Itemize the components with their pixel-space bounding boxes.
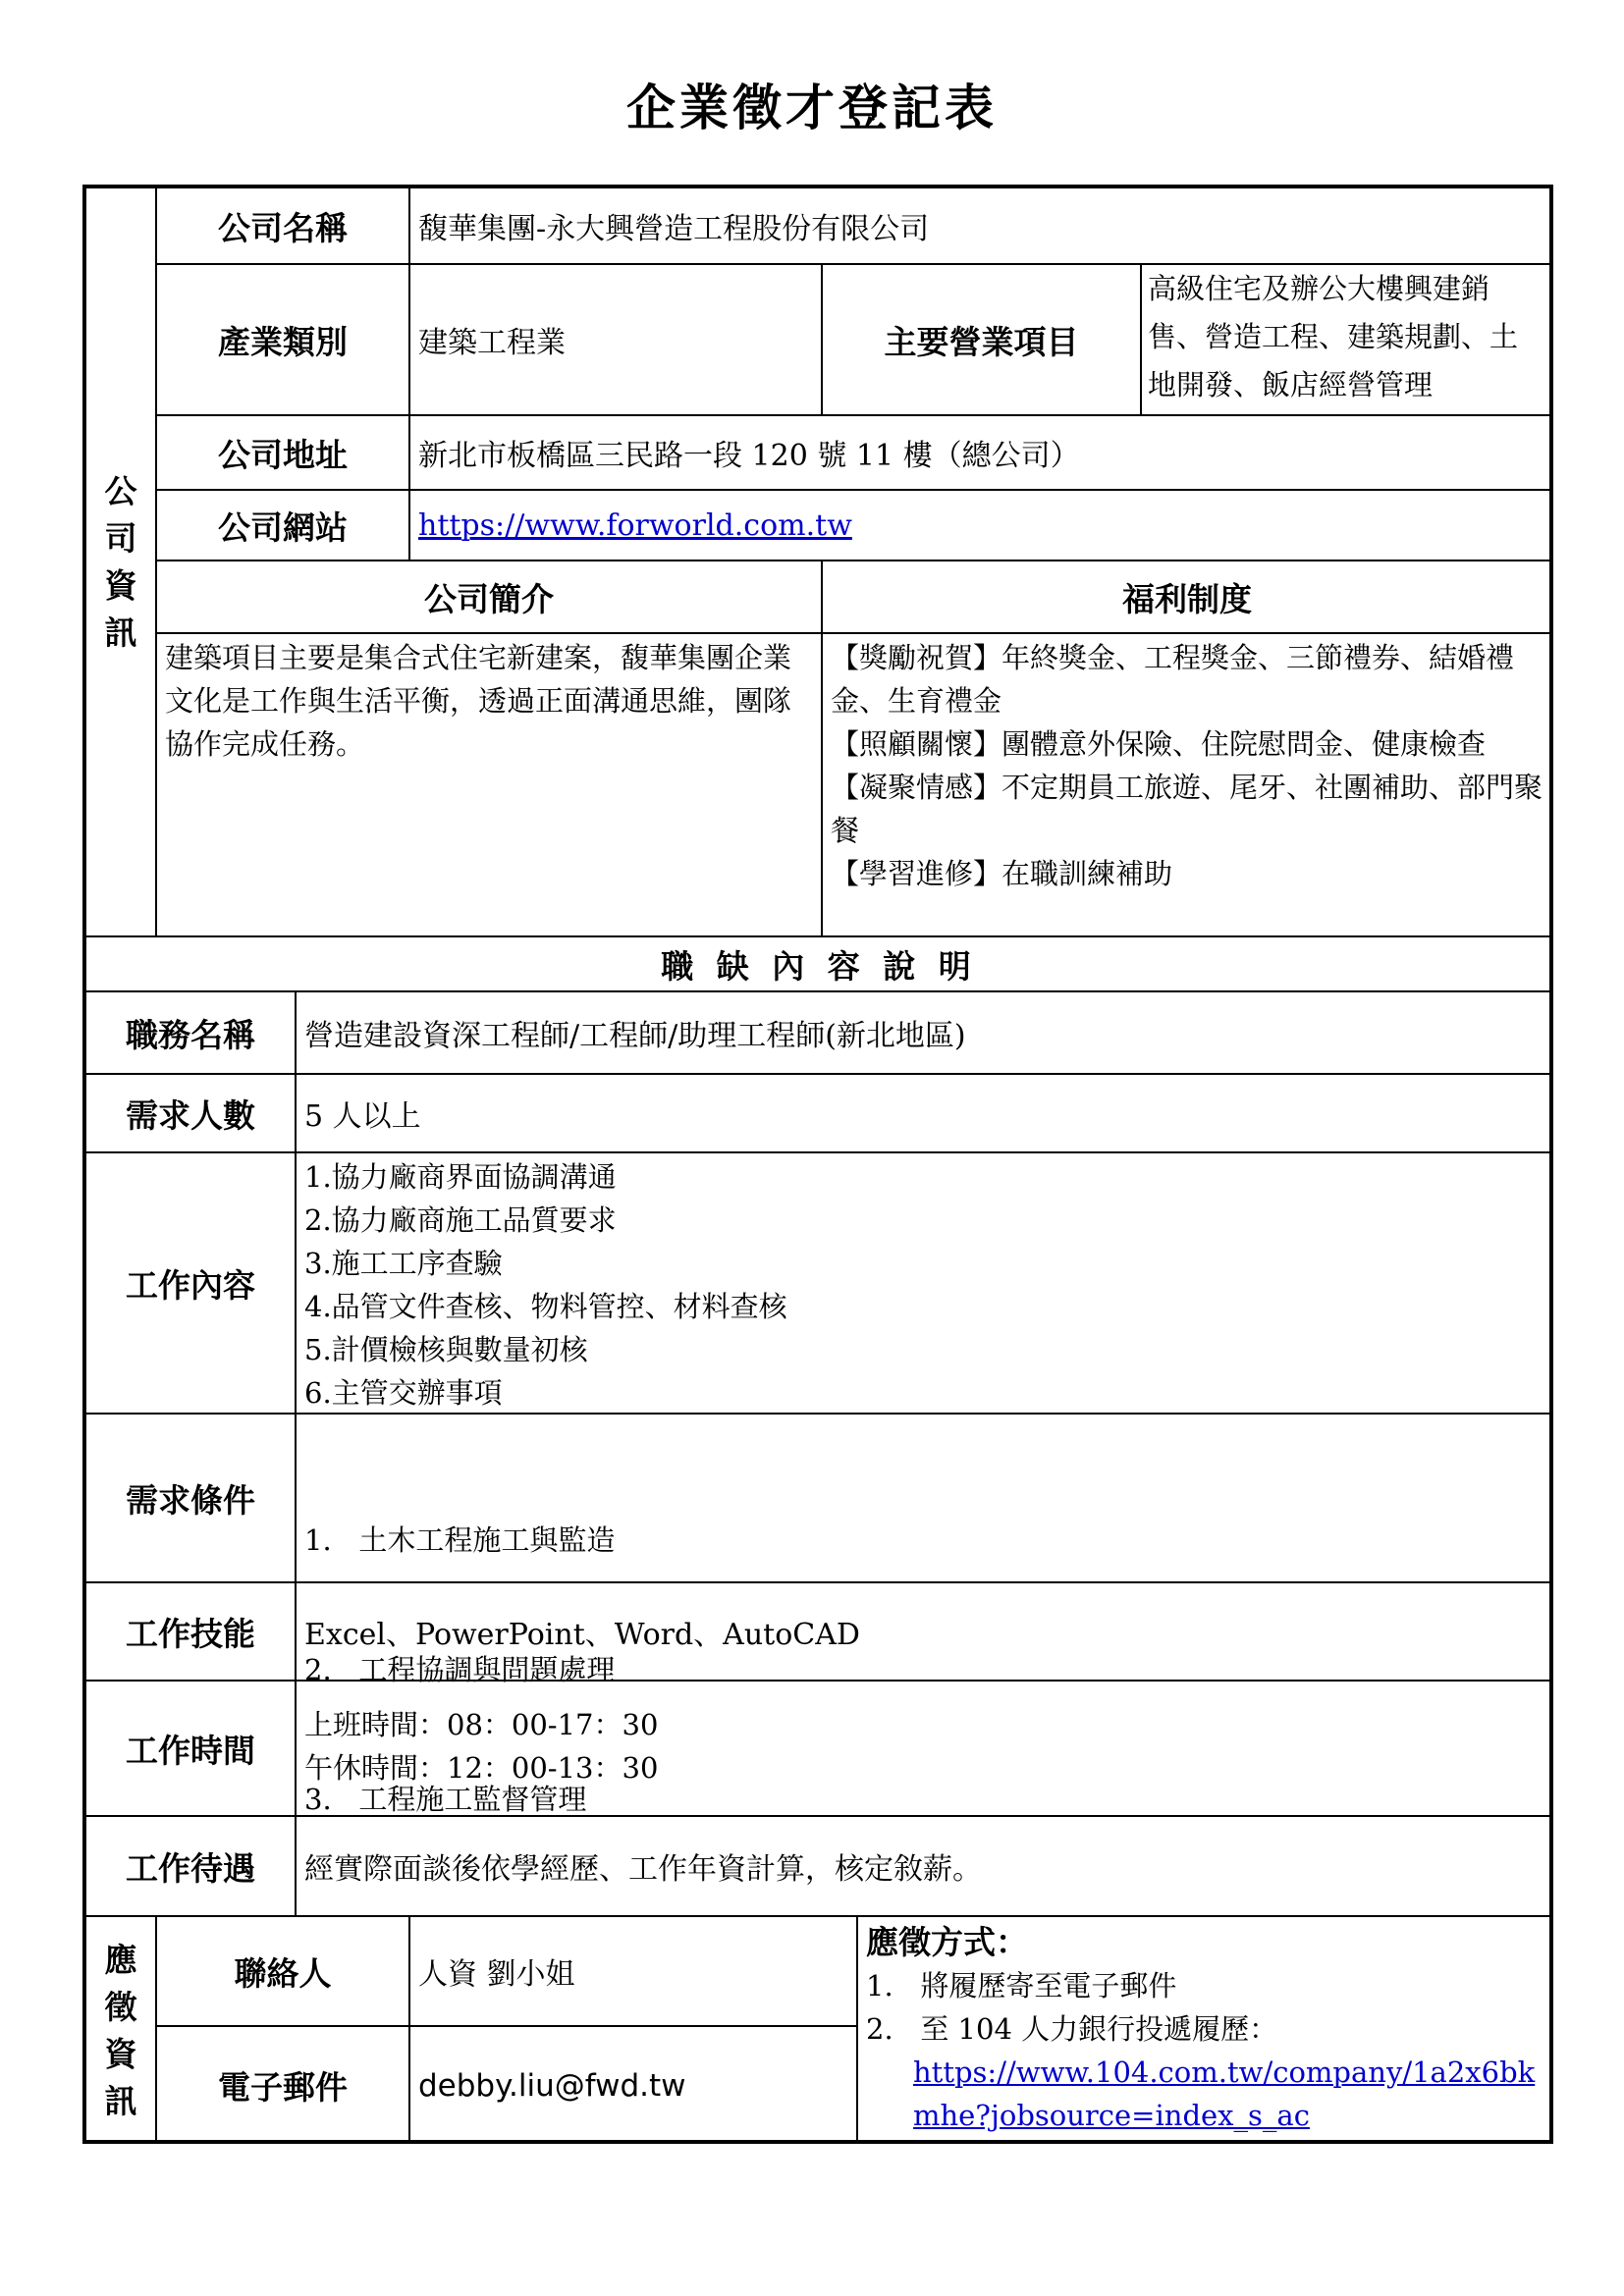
skills-value: Excel、PowerPoint、Word、AutoCAD bbox=[297, 1583, 1553, 1682]
requirement-item: 3. 工程施工監督管理 bbox=[304, 1783, 587, 1816]
company-name-label: 公司名稱 bbox=[157, 188, 410, 265]
recruitment-form bbox=[82, 185, 1553, 2144]
welfare-list bbox=[823, 634, 1553, 937]
duty-item: 3.施工工序查驗 bbox=[304, 1247, 503, 1280]
business-label: 主要營業項目 bbox=[823, 265, 1142, 416]
apply-method-2: 2. 至 104 人力銀行投遞履歷： bbox=[866, 2012, 1278, 2046]
welfare-item: 【獎勵祝賀】年終獎金、工程獎金、三節禮券、結婚禮金、生育禮金 bbox=[831, 641, 1515, 718]
apply-method-cell bbox=[858, 1917, 1553, 2144]
skills-label: 工作技能 bbox=[86, 1583, 297, 1682]
duty-item: 2.協力廠商施工品質要求 bbox=[304, 1203, 617, 1237]
address-label: 公司地址 bbox=[157, 416, 410, 491]
hours-item: 午休時間：12：00-13：30 bbox=[304, 1751, 659, 1785]
job-title-label: 職務名稱 bbox=[86, 992, 297, 1075]
business-value: 高級住宅及辦公大樓興建銷售、營造工程、建築規劃、土地開發、飯店經營管理 bbox=[1142, 265, 1553, 416]
apply-method-label: 應徵方式： bbox=[866, 1923, 1028, 1961]
duty-item: 5.計價檢核與數量初核 bbox=[304, 1333, 588, 1366]
welfare-item: 【照顧關懷】團體意外保險、住院慰問金、健康檢查 bbox=[831, 727, 1487, 761]
contact-value: 人資 劉小姐 bbox=[410, 1917, 858, 2027]
form-title: 企業徵才登記表 bbox=[626, 80, 998, 136]
intro-text: 建築項目主要是集合式住宅新建案，馥華集團企業文化是工作與生活平衡，透過正面溝通思維，團隊協作完成任務。 bbox=[157, 634, 823, 937]
welfare-label: 福利制度 bbox=[823, 561, 1553, 634]
requirement-item: 1. 土木工程施工與監造 bbox=[304, 1523, 616, 1557]
headcount-value: 5 人以上 bbox=[297, 1075, 1553, 1153]
apply-method-1: 1. 將履歷寄至電子郵件 bbox=[866, 1969, 1177, 2002]
website-link[interactable]: https://www.forworld.com.tw bbox=[418, 507, 852, 543]
hours-label: 工作時間 bbox=[86, 1682, 297, 1817]
address-value: 新北市板橋區三民路一段 120 號 11 樓（總公司） bbox=[410, 416, 1553, 491]
duties-list bbox=[297, 1153, 1553, 1415]
company-section-label: 公司資訊 bbox=[86, 188, 157, 937]
hours-list bbox=[297, 1682, 1553, 1817]
email-value[interactable]: debby.liu@fwd.tw bbox=[410, 2027, 858, 2144]
duty-item: 1.協力廠商界面協調溝通 bbox=[304, 1160, 617, 1194]
website-cell bbox=[410, 491, 1553, 561]
job-title-value: 營造建設資深工程師/工程師/助理工程師(新北地區) bbox=[297, 992, 1553, 1075]
apply-104-link[interactable]: https://www.104.com.tw/company/1a2x6bkmhe?jobsource=index_s_ac bbox=[913, 2056, 1536, 2132]
duties-label: 工作內容 bbox=[86, 1153, 297, 1415]
pay-value: 經實際面談後依學經歷、工作年資計算，核定敘薪。 bbox=[297, 1817, 1553, 1917]
pay-label: 工作待遇 bbox=[86, 1817, 297, 1917]
industry-value: 建築工程業 bbox=[410, 265, 823, 416]
welfare-item: 【學習進修】在職訓練補助 bbox=[831, 857, 1173, 890]
headcount-label: 需求人數 bbox=[86, 1075, 297, 1153]
requirements-label: 需求條件 bbox=[86, 1415, 297, 1583]
duty-item: 6.主管交辦事項 bbox=[304, 1376, 503, 1410]
welfare-item: 【凝聚情感】不定期員工旅遊、尾牙、社團補助、部門聚餐 bbox=[831, 771, 1543, 847]
requirement-item: 2. 工程協調與問題處理 bbox=[304, 1653, 616, 1686]
industry-label: 產業類別 bbox=[157, 265, 410, 416]
company-name-value: 馥華集團-永大興營造工程股份有限公司 bbox=[410, 188, 1553, 265]
contact-label: 聯絡人 bbox=[157, 1917, 410, 2027]
job-section-title: 職 缺 內 容 說 明 bbox=[86, 937, 1553, 992]
website-label: 公司網站 bbox=[157, 491, 410, 561]
apply-section-label: 應徵資訊 bbox=[86, 1917, 157, 2144]
intro-label: 公司簡介 bbox=[157, 561, 823, 634]
duty-item: 4.品管文件查核、物料管控、材料查核 bbox=[304, 1290, 787, 1323]
email-label: 電子郵件 bbox=[157, 2027, 410, 2144]
hours-item: 上班時間：08：00-17：30 bbox=[304, 1708, 659, 1741]
